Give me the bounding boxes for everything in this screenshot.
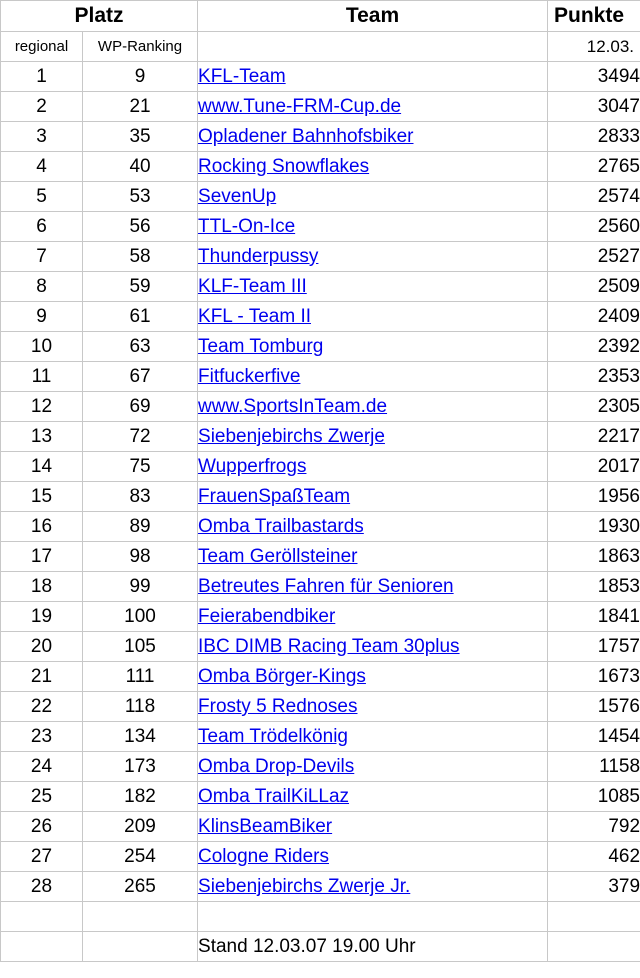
- empty-cell: [83, 902, 198, 932]
- regional-rank-cell: 17: [1, 542, 83, 572]
- team-cell: [198, 602, 548, 632]
- punkte-cell: 1454: [548, 722, 640, 752]
- wp-rank-cell: 61: [83, 302, 198, 332]
- table-row: [1, 632, 640, 662]
- team-cell: [198, 302, 548, 332]
- punkte-header: Punkte: [548, 1, 640, 32]
- team-cell: [198, 392, 548, 422]
- regional-rank-cell: 2: [1, 92, 83, 122]
- team-cell: [198, 332, 548, 362]
- team-link[interactable]: Betreutes Fahren für Senioren: [198, 576, 454, 597]
- punkte-cell: 2392: [548, 332, 640, 362]
- wp-rank-cell: 182: [83, 782, 198, 812]
- regional-header: regional: [1, 32, 83, 62]
- team-link[interactable]: Thunderpussy: [198, 246, 319, 267]
- empty-cell: [83, 932, 198, 962]
- regional-rank-cell: 3: [1, 122, 83, 152]
- table-row: [1, 512, 640, 542]
- regional-rank-cell: 19: [1, 602, 83, 632]
- regional-rank-cell: 11: [1, 362, 83, 392]
- regional-rank-cell: 8: [1, 272, 83, 302]
- team-link[interactable]: Omba Drop-Devils: [198, 756, 355, 777]
- team-header: Team: [198, 1, 548, 32]
- team-cell: [198, 872, 548, 902]
- table-row: [1, 752, 640, 782]
- team-link[interactable]: Omba Börger-Kings: [198, 666, 366, 687]
- team-link[interactable]: Team Trödelkönig: [198, 726, 348, 747]
- team-cell: [198, 362, 548, 392]
- punkte-cell: 2560: [548, 212, 640, 242]
- table-row: [1, 452, 640, 482]
- table-row: [1, 272, 640, 302]
- team-link[interactable]: SevenUp: [198, 186, 277, 207]
- table-row: [1, 782, 640, 812]
- table-row: [1, 812, 640, 842]
- team-link[interactable]: www.Tune-FRM-Cup.de: [198, 96, 402, 117]
- punkte-cell: 2574: [548, 182, 640, 212]
- regional-rank-cell: 7: [1, 242, 83, 272]
- wp-rank-cell: 56: [83, 212, 198, 242]
- team-cell: [198, 812, 548, 842]
- team-cell: [198, 152, 548, 182]
- punkte-cell: 379: [548, 872, 640, 902]
- punkte-cell: 2305: [548, 392, 640, 422]
- team-link[interactable]: Feierabendbiker: [198, 606, 336, 627]
- team-cell: [198, 272, 548, 302]
- team-link[interactable]: FrauenSpaßTeam: [198, 486, 351, 507]
- empty-cell: [198, 902, 548, 932]
- punkte-cell: 2017: [548, 452, 640, 482]
- table-row: [1, 362, 640, 392]
- table-row: [1, 392, 640, 422]
- regional-rank-cell: 16: [1, 512, 83, 542]
- regional-rank-cell: 6: [1, 212, 83, 242]
- team-link[interactable]: IBC DIMB Racing Team 30plus: [198, 636, 460, 657]
- regional-rank-cell: 18: [1, 572, 83, 602]
- regional-rank-cell: 28: [1, 872, 83, 902]
- wp-rank-cell: 100: [83, 602, 198, 632]
- team-link[interactable]: Wupperfrogs: [198, 456, 307, 477]
- team-cell: [198, 722, 548, 752]
- wp-rank-cell: 89: [83, 512, 198, 542]
- punkte-cell: 1930: [548, 512, 640, 542]
- regional-rank-cell: 25: [1, 782, 83, 812]
- empty-row: [1, 902, 640, 932]
- regional-rank-cell: 27: [1, 842, 83, 872]
- wp-rank-cell: 265: [83, 872, 198, 902]
- team-cell: [198, 632, 548, 662]
- wp-rank-cell: 59: [83, 272, 198, 302]
- wp-rank-cell: 134: [83, 722, 198, 752]
- wp-rank-cell: 69: [83, 392, 198, 422]
- team-cell: [198, 662, 548, 692]
- team-cell: [198, 62, 548, 92]
- wp-rank-cell: 83: [83, 482, 198, 512]
- team-cell: [198, 692, 548, 722]
- regional-rank-cell: 4: [1, 152, 83, 182]
- wp-rank-cell: 35: [83, 122, 198, 152]
- punkte-cell: 2765: [548, 152, 640, 182]
- team-link[interactable]: Team Geröllsteiner: [198, 546, 358, 567]
- team-link[interactable]: Rocking Snowflakes: [198, 156, 370, 177]
- team-link[interactable]: www.SportsInTeam.de: [198, 396, 388, 417]
- wp-ranking-header: WP-Ranking: [83, 32, 198, 62]
- wp-rank-cell: 98: [83, 542, 198, 572]
- table-row: [1, 422, 640, 452]
- wp-rank-cell: 209: [83, 812, 198, 842]
- subheader-row: [1, 32, 640, 62]
- team-subheader-empty: [198, 32, 548, 62]
- team-link[interactable]: Frosty 5 Rednoses: [198, 696, 358, 717]
- punkte-cell: 1158: [548, 752, 640, 782]
- table-row: [1, 692, 640, 722]
- regional-rank-cell: 22: [1, 692, 83, 722]
- team-cell: [198, 752, 548, 782]
- table-row: [1, 242, 640, 272]
- team-cell: [198, 242, 548, 272]
- regional-rank-cell: 14: [1, 452, 83, 482]
- footer-row: [1, 932, 640, 962]
- team-link[interactable]: Omba TrailKiLLaz: [198, 786, 350, 807]
- team-link[interactable]: KLF-Team III: [198, 276, 307, 297]
- empty-cell: [548, 902, 640, 932]
- team-cell: [198, 122, 548, 152]
- table-row: [1, 182, 640, 212]
- team-cell: [198, 92, 548, 122]
- table-row: [1, 872, 640, 902]
- wp-rank-cell: 67: [83, 362, 198, 392]
- punkte-cell: 1956: [548, 482, 640, 512]
- wp-rank-cell: 63: [83, 332, 198, 362]
- punkte-cell: 2353: [548, 362, 640, 392]
- wp-rank-cell: 75: [83, 452, 198, 482]
- team-cell: [198, 482, 548, 512]
- punkte-cell: 2509: [548, 272, 640, 302]
- team-link[interactable]: Team Tomburg: [198, 336, 324, 357]
- regional-rank-cell: 15: [1, 482, 83, 512]
- punkte-cell: 1673: [548, 662, 640, 692]
- table-row: [1, 602, 640, 632]
- team-link[interactable]: Omba Trailbastards: [198, 516, 364, 537]
- table-row: [1, 122, 640, 152]
- punkte-cell: 2527: [548, 242, 640, 272]
- table-row: [1, 62, 640, 92]
- team-cell: [198, 542, 548, 572]
- punkte-cell: 3494: [548, 62, 640, 92]
- team-cell: [198, 452, 548, 482]
- date-header: 12.03.: [548, 32, 640, 62]
- regional-rank-cell: 12: [1, 392, 83, 422]
- punkte-cell: 1085: [548, 782, 640, 812]
- table-row: [1, 842, 640, 872]
- wp-rank-cell: 72: [83, 422, 198, 452]
- table-row: [1, 482, 640, 512]
- punkte-cell: 1863: [548, 542, 640, 572]
- punkte-cell: 1853: [548, 572, 640, 602]
- team-cell: [198, 212, 548, 242]
- wp-rank-cell: 111: [83, 662, 198, 692]
- table-row: [1, 302, 640, 332]
- regional-rank-cell: 21: [1, 662, 83, 692]
- team-cell: [198, 782, 548, 812]
- stand-timestamp: Stand 12.03.07 19.00 Uhr: [198, 932, 548, 962]
- regional-rank-cell: 5: [1, 182, 83, 212]
- empty-cell: [1, 902, 83, 932]
- table-row: [1, 542, 640, 572]
- team-link[interactable]: KFL - Team II: [198, 306, 311, 327]
- team-link[interactable]: Cologne Riders: [198, 846, 329, 867]
- table-row: [1, 722, 640, 752]
- punkte-cell: 792: [548, 812, 640, 842]
- regional-rank-cell: 10: [1, 332, 83, 362]
- team-link[interactable]: Siebenjebirchs Zwerje Jr.: [198, 876, 411, 897]
- punkte-cell: 2217: [548, 422, 640, 452]
- wp-rank-cell: 53: [83, 182, 198, 212]
- table-row: [1, 332, 640, 362]
- punkte-cell: 462: [548, 842, 640, 872]
- regional-rank-cell: 26: [1, 812, 83, 842]
- team-link[interactable]: KlinsBeamBiker: [198, 816, 333, 837]
- wp-rank-cell: 9: [83, 62, 198, 92]
- team-link[interactable]: KFL-Team: [198, 66, 286, 87]
- regional-rank-cell: 23: [1, 722, 83, 752]
- team-cell: [198, 512, 548, 542]
- platz-header: Platz: [1, 1, 198, 32]
- regional-rank-cell: 1: [1, 62, 83, 92]
- empty-cell: [1, 932, 83, 962]
- team-cell: [198, 842, 548, 872]
- team-cell: [198, 182, 548, 212]
- table-row: [1, 152, 640, 182]
- punkte-cell: 1841: [548, 602, 640, 632]
- team-cell: [198, 572, 548, 602]
- team-link[interactable]: Siebenjebirchs Zwerje: [198, 426, 385, 447]
- wp-rank-cell: 173: [83, 752, 198, 782]
- table-row: [1, 572, 640, 602]
- punkte-cell: 2833: [548, 122, 640, 152]
- regional-rank-cell: 13: [1, 422, 83, 452]
- punkte-cell: 1757: [548, 632, 640, 662]
- wp-rank-cell: 254: [83, 842, 198, 872]
- header-row: [1, 1, 640, 32]
- wp-rank-cell: 58: [83, 242, 198, 272]
- regional-rank-cell: 24: [1, 752, 83, 782]
- punkte-cell: 1576: [548, 692, 640, 722]
- wp-rank-cell: 21: [83, 92, 198, 122]
- table-row: [1, 212, 640, 242]
- wp-rank-cell: 40: [83, 152, 198, 182]
- table-row: [1, 662, 640, 692]
- team-link[interactable]: Fitfuckerfive: [198, 366, 301, 387]
- empty-cell: [548, 932, 640, 962]
- team-link[interactable]: TTL-On-Ice: [198, 216, 296, 237]
- team-link[interactable]: Opladener Bahnhofsbiker: [198, 126, 414, 147]
- regional-rank-cell: 20: [1, 632, 83, 662]
- punkte-cell: 3047: [548, 92, 640, 122]
- regional-rank-cell: 9: [1, 302, 83, 332]
- wp-rank-cell: 99: [83, 572, 198, 602]
- wp-rank-cell: 105: [83, 632, 198, 662]
- table-row: [1, 92, 640, 122]
- wp-rank-cell: 118: [83, 692, 198, 722]
- team-cell: [198, 422, 548, 452]
- punkte-cell: 2409: [548, 302, 640, 332]
